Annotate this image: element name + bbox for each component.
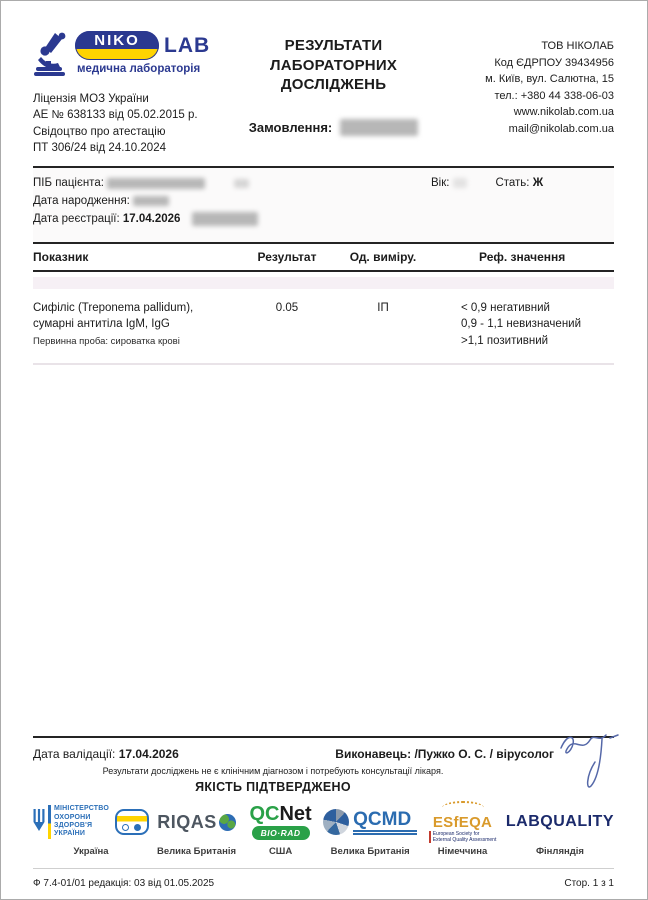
company-address: м. Київ, вул. Салютна, 15 <box>485 73 614 85</box>
table-row <box>33 289 614 363</box>
logo-country: Фінляндія <box>535 846 584 857</box>
logo-country: Велика Британія <box>330 846 410 857</box>
col-header-unit: Од. виміру. <box>349 249 417 264</box>
license-line: Ліцензія МОЗ України <box>33 93 149 105</box>
brand-tagline: медична лабораторія <box>77 63 201 75</box>
validation-center <box>33 766 513 794</box>
esfeqa-tagline: European Society for External Quality Assessment <box>429 831 497 844</box>
age-redacted <box>453 178 467 188</box>
patient-name-redacted <box>107 178 205 189</box>
license-line: Свідоцтво про атестацію <box>33 125 166 138</box>
logo-country: Україна <box>73 846 109 857</box>
validation-section <box>33 736 614 794</box>
company-name: ТОВ НІКОЛАБ <box>541 40 614 52</box>
patient-registration-row: Дата реєстрації: 17.04.2026 <box>33 211 258 229</box>
patient-age: Вік: <box>431 175 467 228</box>
moz-ukraine-logo <box>33 801 149 857</box>
esfeqa-logo: ESfEQA European Society for External Quality Assessment Німеччина <box>427 801 498 857</box>
biorad-badge: BIO·RAD <box>252 826 310 840</box>
patient-sex: Стать: Ж <box>495 177 544 190</box>
sample-note: Первинна проба: сироватка крові <box>33 336 180 348</box>
validation-date: Дата валідації: 17.04.2026 <box>33 747 179 761</box>
result-value-cell: 0.05 <box>275 301 299 314</box>
document-title: РЕЗУЛЬТАТИ ЛАБОРАТОРНИХ ДОСЛІДЖЕНЬ <box>269 37 398 93</box>
stars-arc-icon <box>442 801 484 815</box>
page-number: Стор. 1 з 1 <box>564 878 614 889</box>
eye-mark-icon <box>134 824 141 831</box>
brand-block <box>33 31 221 156</box>
results-table <box>33 242 614 365</box>
signature-icon <box>558 726 622 805</box>
company-info <box>446 38 614 156</box>
license-block <box>33 91 221 156</box>
logo-country: Німеччина <box>437 846 488 857</box>
logo-country: США <box>268 846 293 857</box>
disclaimer-text: Результати досліджень не є клінічним діагнозом і потребують консультації лікаря. <box>102 766 444 776</box>
order-number-redacted <box>340 119 418 136</box>
qcmd-tagline-bar <box>353 833 417 835</box>
globe-icon <box>219 814 236 831</box>
riqas-logo: RIQAS Велика Британія <box>156 811 237 857</box>
page-footer <box>33 868 614 889</box>
registration-date: 17.04.2026 <box>122 212 181 225</box>
nikolab-logo <box>33 31 221 82</box>
patient-demographics <box>431 175 614 228</box>
patient-birthdate-redacted <box>133 196 169 206</box>
logo-wordmark <box>75 31 210 75</box>
patient-birth-row: Дата народження: <box>33 193 258 211</box>
qcnet-biorad-logo: QCNet BIO·RAD США <box>249 803 312 857</box>
col-header-indicator: Показник <box>33 249 89 264</box>
flag-bar <box>48 805 51 839</box>
order-row <box>227 119 440 136</box>
col-header-result: Результат <box>257 249 317 264</box>
table-header-row <box>33 242 614 272</box>
company-website: www.nikolab.com.ua <box>513 106 614 118</box>
company-edrpou: Код ЄДРПОУ 39434956 <box>494 56 614 69</box>
patient-section <box>33 166 614 241</box>
cross-mark-icon <box>122 824 129 831</box>
quality-confirmed-title: ЯКІСТЬ ПІДТВЕРДЖЕНО <box>195 780 351 794</box>
logo-country: Велика Британія <box>156 846 237 857</box>
title-block <box>221 31 446 156</box>
table-group-band <box>33 277 614 289</box>
ministry-name: МІНІСТЕРСТВО ОХОРОНИ ЗДОРОВ'Я УКРАЇНИ <box>54 805 109 838</box>
unit-cell: ІП <box>377 301 389 314</box>
executor: Виконавець: /Пужко О. С. / вірусолог <box>335 747 554 761</box>
reference-cell: < 0,9 негативний 0,9 - 1,1 невизначений >1,1 позитивний <box>461 301 582 348</box>
license-line: ПТ 306/24 від 24.10.2024 <box>33 141 166 154</box>
test-name-cell: Сифіліс (Treponema pallidum), сумарні антитіла IgM, IgG Первинна проба: сироватка крові <box>33 300 251 350</box>
registration-extra-redacted <box>192 212 258 226</box>
form-revision: Ф 7.4-01/01 редакція: 03 від 01.05.2025 <box>33 878 215 889</box>
certification-badge-icon <box>115 809 149 835</box>
report-header <box>33 31 614 156</box>
order-label: Замовлення: <box>248 119 333 135</box>
validation-row <box>33 747 614 761</box>
lab-wordmark: LAB <box>164 34 211 57</box>
qcmd-logo: QCMD Велика Британія <box>323 801 417 857</box>
labquality-logo: LABQUALITY Фінляндія <box>505 813 614 857</box>
col-header-reference: Реф. значення <box>479 249 566 264</box>
empty-space <box>33 365 614 736</box>
patient-details <box>33 175 258 228</box>
microscope-icon <box>33 31 71 82</box>
license-line: АЕ № 638133 від 05.02.2015 р. <box>33 109 198 122</box>
company-phone: тел.: +380 44 338-06-03 <box>494 89 614 102</box>
patient-name-redacted <box>234 179 249 188</box>
company-email: mail@nikolab.com.ua <box>508 122 614 135</box>
trident-icon <box>33 809 45 836</box>
patient-name-row: ПІБ пацієнта: <box>33 175 258 193</box>
quality-logos-row <box>33 801 614 865</box>
qcmd-swirl-icon <box>323 809 349 835</box>
niko-pill: NIKO <box>75 31 159 60</box>
